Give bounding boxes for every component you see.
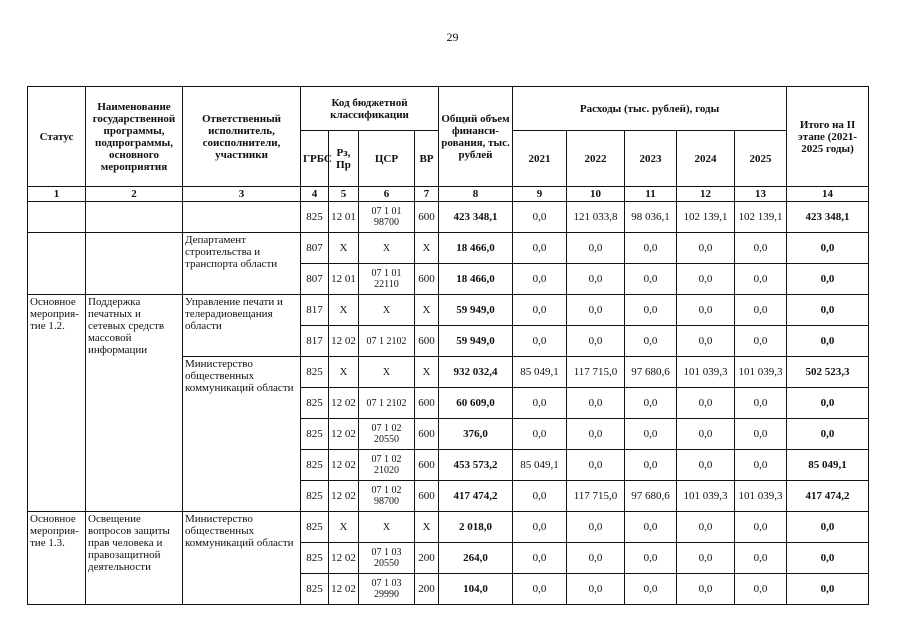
year-2023-cell: 0,0 xyxy=(625,512,677,543)
year-2024-cell: 101 039,3 xyxy=(677,357,735,388)
column-number: 14 xyxy=(787,187,869,202)
year-2023-cell: 97 680,6 xyxy=(625,357,677,388)
header-csr: ЦСР xyxy=(359,131,415,187)
column-number: 13 xyxy=(735,187,787,202)
table-row xyxy=(28,202,869,233)
csr-cell: 07 1 02 98700 xyxy=(359,481,415,512)
grbs-cell: 825 xyxy=(301,543,329,574)
year-2025-cell: 0,0 xyxy=(735,543,787,574)
grbs-cell: 807 xyxy=(301,264,329,295)
year-2024-cell: 0,0 xyxy=(677,450,735,481)
year-2022-cell: 0,0 xyxy=(567,388,625,419)
column-number: 4 xyxy=(301,187,329,202)
column-number: 11 xyxy=(625,187,677,202)
budget-table xyxy=(27,86,869,605)
year-2024-cell: 101 039,3 xyxy=(677,481,735,512)
column-number: 3 xyxy=(183,187,301,202)
header-status: Статус xyxy=(28,87,86,187)
csr-cell: Х xyxy=(359,357,415,388)
stage-total-cell: 0,0 xyxy=(787,512,869,543)
grbs-cell: 825 xyxy=(301,202,329,233)
total-funding-cell: 59 949,0 xyxy=(439,326,513,357)
program-name-cell-empty xyxy=(86,233,183,295)
year-2022-cell: 0,0 xyxy=(567,543,625,574)
header-year-2023: 2023 xyxy=(625,131,677,187)
year-2021-cell: 0,0 xyxy=(513,481,567,512)
year-2025-cell: 0,0 xyxy=(735,450,787,481)
year-2023-cell: 0,0 xyxy=(625,574,677,605)
header-responsible: Ответственный исполнитель, соисполнители, участники xyxy=(183,87,301,187)
total-funding-cell: 18 466,0 xyxy=(439,233,513,264)
header-vr: ВР xyxy=(415,131,439,187)
page-number: 29 xyxy=(446,30,459,44)
year-2021-cell: 0,0 xyxy=(513,233,567,264)
status-cell-empty xyxy=(28,233,86,295)
year-2023-cell: 0,0 xyxy=(625,295,677,326)
total-funding-cell: 264,0 xyxy=(439,543,513,574)
year-2023-cell: 0,0 xyxy=(625,326,677,357)
rz-pr-cell: 12 01 xyxy=(329,264,359,295)
responsible-cell: Министерство общественных коммуникаций области xyxy=(183,357,301,512)
year-2024-cell: 102 139,1 xyxy=(677,202,735,233)
stage-total-cell: 0,0 xyxy=(787,388,869,419)
column-number: 6 xyxy=(359,187,415,202)
year-2021-cell: 0,0 xyxy=(513,574,567,605)
rz-pr-cell: 12 02 xyxy=(329,543,359,574)
vr-cell: 200 xyxy=(415,543,439,574)
year-2024-cell: 0,0 xyxy=(677,264,735,295)
vr-cell: 600 xyxy=(415,264,439,295)
csr-cell: Х xyxy=(359,295,415,326)
status-cell: Основное мероприя-тие 1.3. xyxy=(28,512,86,605)
year-2023-cell: 0,0 xyxy=(625,264,677,295)
year-2021-cell: 0,0 xyxy=(513,264,567,295)
vr-cell: 200 xyxy=(415,574,439,605)
vr-cell: 600 xyxy=(415,202,439,233)
vr-cell: 600 xyxy=(415,419,439,450)
csr-cell: 07 1 01 22110 xyxy=(359,264,415,295)
rz-pr-cell: 12 02 xyxy=(329,481,359,512)
rz-pr-cell: 12 02 xyxy=(329,450,359,481)
year-2022-cell: 117 715,0 xyxy=(567,357,625,388)
year-2021-cell: 85 049,1 xyxy=(513,357,567,388)
year-2023-cell: 97 680,6 xyxy=(625,481,677,512)
status-cell-empty xyxy=(28,202,86,233)
total-funding-cell: 423 348,1 xyxy=(439,202,513,233)
year-2024-cell: 0,0 xyxy=(677,543,735,574)
vr-cell: Х xyxy=(415,512,439,543)
vr-cell: 600 xyxy=(415,388,439,419)
column-number: 9 xyxy=(513,187,567,202)
table-row xyxy=(28,295,869,326)
responsible-cell-empty xyxy=(183,202,301,233)
responsible-cell: Управление печати и телерадиовещания области xyxy=(183,295,301,357)
header-total-funding: Общий объем финанси-рования, тыс. рублей xyxy=(439,87,513,187)
stage-total-cell: 423 348,1 xyxy=(787,202,869,233)
stage-total-cell: 0,0 xyxy=(787,543,869,574)
vr-cell: Х xyxy=(415,357,439,388)
column-number: 5 xyxy=(329,187,359,202)
year-2025-cell: 0,0 xyxy=(735,512,787,543)
column-number: 1 xyxy=(28,187,86,202)
stage-total-cell: 417 474,2 xyxy=(787,481,869,512)
stage-total-cell: 502 523,3 xyxy=(787,357,869,388)
year-2023-cell: 0,0 xyxy=(625,233,677,264)
total-funding-cell: 18 466,0 xyxy=(439,264,513,295)
grbs-cell: 825 xyxy=(301,419,329,450)
year-2025-cell: 0,0 xyxy=(735,295,787,326)
rz-pr-cell: 12 01 xyxy=(329,202,359,233)
year-2021-cell: 0,0 xyxy=(513,388,567,419)
year-2021-cell: 0,0 xyxy=(513,543,567,574)
stage-total-cell: 0,0 xyxy=(787,295,869,326)
rz-pr-cell: 12 02 xyxy=(329,326,359,357)
year-2024-cell: 0,0 xyxy=(677,512,735,543)
total-funding-cell: 60 609,0 xyxy=(439,388,513,419)
vr-cell: 600 xyxy=(415,326,439,357)
vr-cell: 600 xyxy=(415,481,439,512)
rz-pr-cell: 12 02 xyxy=(329,419,359,450)
table-row xyxy=(28,233,869,264)
year-2025-cell: 101 039,3 xyxy=(735,481,787,512)
grbs-cell: 825 xyxy=(301,574,329,605)
vr-cell: 600 xyxy=(415,450,439,481)
year-2025-cell: 0,0 xyxy=(735,326,787,357)
year-2022-cell: 0,0 xyxy=(567,512,625,543)
year-2021-cell: 0,0 xyxy=(513,295,567,326)
csr-cell: 07 1 03 20550 xyxy=(359,543,415,574)
year-2024-cell: 0,0 xyxy=(677,295,735,326)
column-number: 8 xyxy=(439,187,513,202)
year-2022-cell: 0,0 xyxy=(567,264,625,295)
header-expenses: Расходы (тыс. рублей), годы xyxy=(513,87,787,131)
rz-pr-cell: Х xyxy=(329,233,359,264)
table-row xyxy=(28,512,869,543)
year-2022-cell: 117 715,0 xyxy=(567,481,625,512)
grbs-cell: 825 xyxy=(301,357,329,388)
program-name-cell-empty xyxy=(86,202,183,233)
year-2025-cell: 0,0 xyxy=(735,233,787,264)
responsible-cell: Департамент строительства и транспорта области xyxy=(183,233,301,295)
rz-pr-cell: Х xyxy=(329,512,359,543)
year-2022-cell: 0,0 xyxy=(567,326,625,357)
column-number: 2 xyxy=(86,187,183,202)
csr-cell: 07 1 02 20550 xyxy=(359,419,415,450)
year-2022-cell: 0,0 xyxy=(567,233,625,264)
header-year-2024: 2024 xyxy=(677,131,735,187)
stage-total-cell: 0,0 xyxy=(787,233,869,264)
vr-cell: Х xyxy=(415,233,439,264)
header-grbs: ГРБС xyxy=(301,131,329,187)
year-2024-cell: 0,0 xyxy=(677,574,735,605)
year-2022-cell: 0,0 xyxy=(567,450,625,481)
year-2024-cell: 0,0 xyxy=(677,388,735,419)
year-2025-cell: 0,0 xyxy=(735,264,787,295)
program-name-cell: Освещение вопросов защиты прав человека и правозащитной деятельности xyxy=(86,512,183,605)
year-2021-cell: 0,0 xyxy=(513,512,567,543)
year-2022-cell: 0,0 xyxy=(567,574,625,605)
vr-cell: Х xyxy=(415,295,439,326)
stage-total-cell: 0,0 xyxy=(787,574,869,605)
grbs-cell: 825 xyxy=(301,450,329,481)
year-2025-cell: 0,0 xyxy=(735,574,787,605)
csr-cell: 07 1 03 29990 xyxy=(359,574,415,605)
total-funding-cell: 2 018,0 xyxy=(439,512,513,543)
year-2023-cell: 0,0 xyxy=(625,543,677,574)
rz-pr-cell: Х xyxy=(329,357,359,388)
year-2023-cell: 0,0 xyxy=(625,419,677,450)
year-2021-cell: 0,0 xyxy=(513,419,567,450)
csr-cell: 07 1 01 98700 xyxy=(359,202,415,233)
grbs-cell: 825 xyxy=(301,388,329,419)
year-2023-cell: 98 036,1 xyxy=(625,202,677,233)
grbs-cell: 807 xyxy=(301,233,329,264)
header-program-name: Наименование государственной программы, подпрограммы, основного мероприятия xyxy=(86,87,183,187)
grbs-cell: 825 xyxy=(301,512,329,543)
total-funding-cell: 104,0 xyxy=(439,574,513,605)
grbs-cell: 825 xyxy=(301,481,329,512)
total-funding-cell: 453 573,2 xyxy=(439,450,513,481)
year-2025-cell: 0,0 xyxy=(735,419,787,450)
year-2025-cell: 0,0 xyxy=(735,388,787,419)
stage-total-cell: 0,0 xyxy=(787,264,869,295)
year-2021-cell: 0,0 xyxy=(513,326,567,357)
total-funding-cell: 417 474,2 xyxy=(439,481,513,512)
header-year-2025: 2025 xyxy=(735,131,787,187)
year-2022-cell: 0,0 xyxy=(567,419,625,450)
csr-cell: 07 1 2102 xyxy=(359,326,415,357)
column-number: 10 xyxy=(567,187,625,202)
year-2023-cell: 0,0 xyxy=(625,450,677,481)
header-stage-total: Итого на II этапе (2021-2025 годы) xyxy=(787,87,869,187)
year-2024-cell: 0,0 xyxy=(677,233,735,264)
year-2021-cell: 85 049,1 xyxy=(513,450,567,481)
year-2021-cell: 0,0 xyxy=(513,202,567,233)
header-year-2021: 2021 xyxy=(513,131,567,187)
year-2025-cell: 101 039,3 xyxy=(735,357,787,388)
column-number: 7 xyxy=(415,187,439,202)
rz-pr-cell: Х xyxy=(329,295,359,326)
status-cell: Основное мероприя-тие 1.2. xyxy=(28,295,86,512)
header-rz-pr: Рз, Пр xyxy=(329,131,359,187)
rz-pr-cell: 12 02 xyxy=(329,574,359,605)
column-number: 12 xyxy=(677,187,735,202)
year-2025-cell: 102 139,1 xyxy=(735,202,787,233)
year-2023-cell: 0,0 xyxy=(625,388,677,419)
responsible-cell: Министерство общественных коммуникаций области xyxy=(183,512,301,605)
grbs-cell: 817 xyxy=(301,326,329,357)
total-funding-cell: 59 949,0 xyxy=(439,295,513,326)
total-funding-cell: 932 032,4 xyxy=(439,357,513,388)
year-2024-cell: 0,0 xyxy=(677,419,735,450)
csr-cell: Х xyxy=(359,233,415,264)
csr-cell: 07 1 2102 xyxy=(359,388,415,419)
year-2022-cell: 0,0 xyxy=(567,295,625,326)
year-2024-cell: 0,0 xyxy=(677,326,735,357)
column-number-row xyxy=(28,187,869,202)
year-2022-cell: 121 033,8 xyxy=(567,202,625,233)
header-budget-code: Код бюджетной классификации xyxy=(301,87,439,131)
stage-total-cell: 0,0 xyxy=(787,419,869,450)
stage-total-cell: 85 049,1 xyxy=(787,450,869,481)
csr-cell: Х xyxy=(359,512,415,543)
program-name-cell: Поддержка печатных и сетевых средств массовой информации xyxy=(86,295,183,512)
header-year-2022: 2022 xyxy=(567,131,625,187)
total-funding-cell: 376,0 xyxy=(439,419,513,450)
stage-total-cell: 0,0 xyxy=(787,326,869,357)
csr-cell: 07 1 02 21020 xyxy=(359,450,415,481)
grbs-cell: 817 xyxy=(301,295,329,326)
rz-pr-cell: 12 02 xyxy=(329,388,359,419)
